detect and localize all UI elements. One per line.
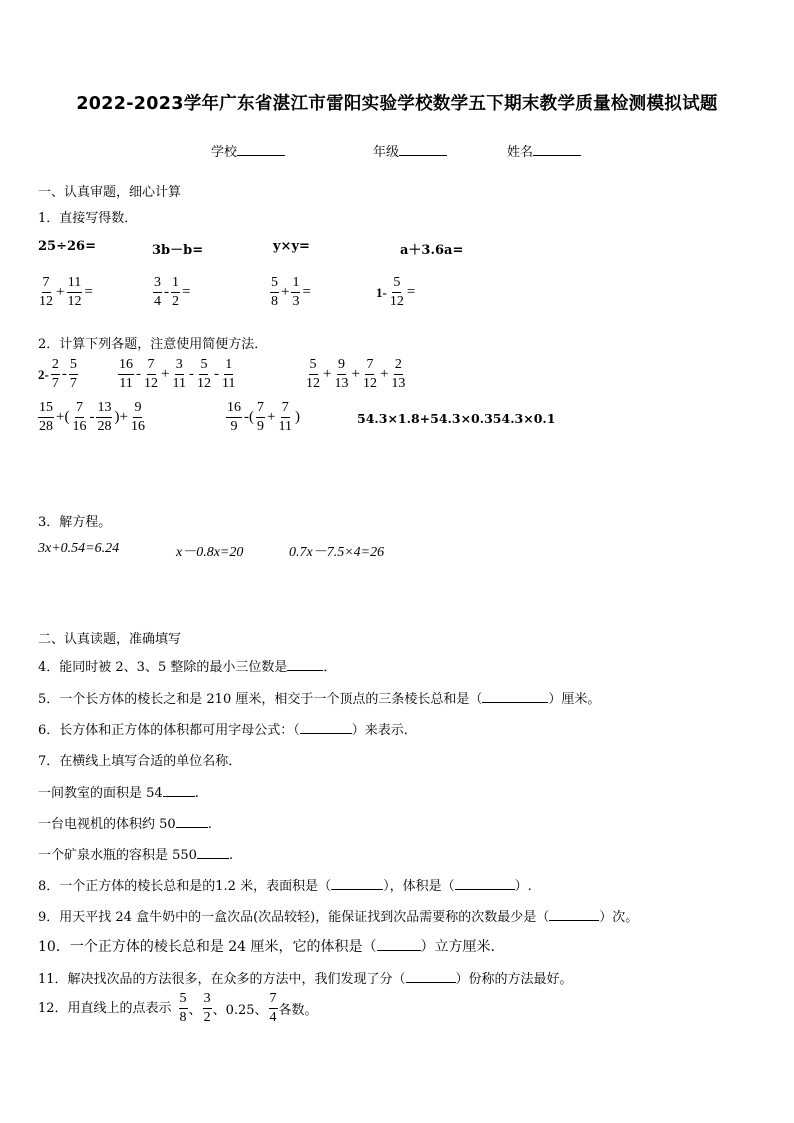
name-blank[interactable]	[533, 143, 581, 156]
fraction: $\frac{5}{12}$	[389, 275, 404, 309]
q1-expr-2: 3b－b=	[152, 243, 204, 258]
q2-expr-2: $\frac{16}{11}$ - $\frac{7}{12}$ + $\frac{3}{11}$ - $\frac{5}{12}$ - $\frac{1}{11}$	[119, 357, 236, 391]
q1-frac-expr-2: $\frac{3}{4}$ - $\frac{1}{2}$ =	[154, 275, 191, 309]
question-2: 2．计算下列各题，注意使用简便方法．	[38, 337, 268, 352]
q2-expr-6: 54.3×1.8+54.3×0.354.3×0.1	[357, 411, 556, 426]
equation-2: x－0.8x=20	[176, 545, 244, 560]
grade-label: 年级	[373, 145, 400, 160]
fraction: $\frac{7}{4}$	[269, 991, 277, 1025]
question-1: 1．直接写得数．	[38, 211, 138, 226]
section1-heading: 一、认真审题，细心计算	[38, 185, 182, 200]
equation-3: 0.7x－7.5×4=26	[289, 545, 385, 560]
section2-heading: 二、认真读题，准确填写	[38, 632, 182, 647]
grade-field	[373, 141, 447, 160]
question-7b: 一台电视机的体积约 50 .	[38, 817, 212, 832]
q7a-answer-blank[interactable]	[163, 784, 195, 797]
question-5: 5．一个长方体的棱长之和是 210 厘米，相交于一个顶点的三条棱长总和是（ ）厘米。	[38, 692, 601, 707]
fraction: $\frac{5}{8}$	[271, 275, 278, 309]
q7b-answer-blank[interactable]	[176, 815, 208, 828]
question-12: 12．用直线上的点表示 $\frac{5}{8}$ 、 $\frac{3}{2}$ 、0.25、 $\frac{7}{4}$ 各数。	[38, 991, 318, 1025]
fraction: $\frac{11}{12}$	[67, 275, 82, 309]
q1-frac-expr-3: $\frac{5}{8}$ + $\frac{1}{3}$ =	[271, 275, 311, 309]
question-11: 11．解决找次品的方法很多，在众多的方法中，我们发现了分（ ）份称的方法最好。	[38, 972, 573, 987]
question-9: 9．用天平找 24 盒牛奶中的一盒次品(次品较轻)，能保证找到次品需要称的次数最少是（ ）次。	[38, 910, 639, 925]
q10-answer-blank[interactable]	[377, 938, 421, 951]
question-7: 7．在横线上填写合适的单位名称．	[38, 754, 242, 769]
page-title: 2022-2023学年广东省湛江市雷阳实验学校数学五下期末教学质量检测模拟试题	[76, 94, 718, 114]
fraction: $\frac{1}{2}$	[172, 275, 179, 309]
q11-answer-blank[interactable]	[406, 970, 456, 983]
fraction: $\frac{3}{4}$	[154, 275, 161, 309]
question-8: 8．一个正方体的棱长总和是的1.2 米，表面积是（ ），体积是（ ）.	[38, 879, 532, 894]
school-field	[211, 141, 285, 160]
fraction: $\frac{3}{2}$	[203, 991, 211, 1025]
q1-frac-expr-4: 1- $\frac{5}{12}$ =	[376, 275, 416, 309]
fraction: $\frac{7}{12}$	[39, 275, 53, 309]
q8-volume-blank[interactable]	[455, 877, 515, 890]
q1-expr-4: a＋3.6a=	[400, 243, 464, 258]
question-6: 6．长方体和正方体的体积都可用字母公式：（ ）来表示．	[38, 723, 417, 738]
q7c-answer-blank[interactable]	[197, 846, 229, 859]
q1-expr-1: 25÷26=	[38, 239, 96, 254]
q4-answer-blank[interactable]	[287, 658, 323, 671]
q6-answer-blank[interactable]	[300, 721, 352, 734]
q1-expr-3: y×y=	[273, 239, 310, 254]
question-3: 3．解方程。	[38, 515, 112, 530]
q5-answer-blank[interactable]	[482, 690, 548, 703]
q2-expr-1: 2- $\frac{2}{7}$ - $\frac{5}{7}$	[38, 357, 77, 391]
name-field	[507, 141, 581, 160]
q1-frac-expr-1: $\frac{7}{12}$ + $\frac{11}{12}$ =	[39, 275, 93, 309]
question-7a: 一间教室的面积是 54 .	[38, 786, 199, 801]
school-label: 学校	[211, 145, 238, 160]
equation-1: 3x+0.54=6.24	[38, 541, 120, 556]
fraction: $\frac{1}{3}$	[292, 275, 300, 309]
q2-expr-5: $\frac{16}{9}$ -( $\frac{7}{9}$ + $\frac{7}{11}$ )	[227, 400, 300, 434]
question-7c: 一个矿泉水瓶的容积是 550 .	[38, 848, 234, 863]
fraction: $\frac{5}{8}$	[179, 991, 187, 1025]
question-10: 10．一个正方体的棱长总和是 24 厘米，它的体积是（ ）立方厘米.	[38, 939, 495, 955]
grade-blank[interactable]	[399, 143, 447, 156]
q8-surface-blank[interactable]	[331, 877, 383, 890]
name-label: 姓名	[507, 145, 534, 160]
q9-answer-blank[interactable]	[549, 908, 599, 921]
question-4: 4．能同时被 2、3、5 整除的最小三位数是 ．	[38, 660, 337, 675]
school-blank[interactable]	[237, 143, 285, 156]
q2-expr-3: $\frac{5}{12}$ + $\frac{9}{13}$ + $\frac{7}{12}$ + $\frac{2}{13}$	[306, 357, 406, 391]
q2-expr-4: $\frac{15}{28}$ +( $\frac{7}{16}$ - $\frac{13}{28}$ )+ $\frac{9}{16}$	[39, 400, 145, 434]
